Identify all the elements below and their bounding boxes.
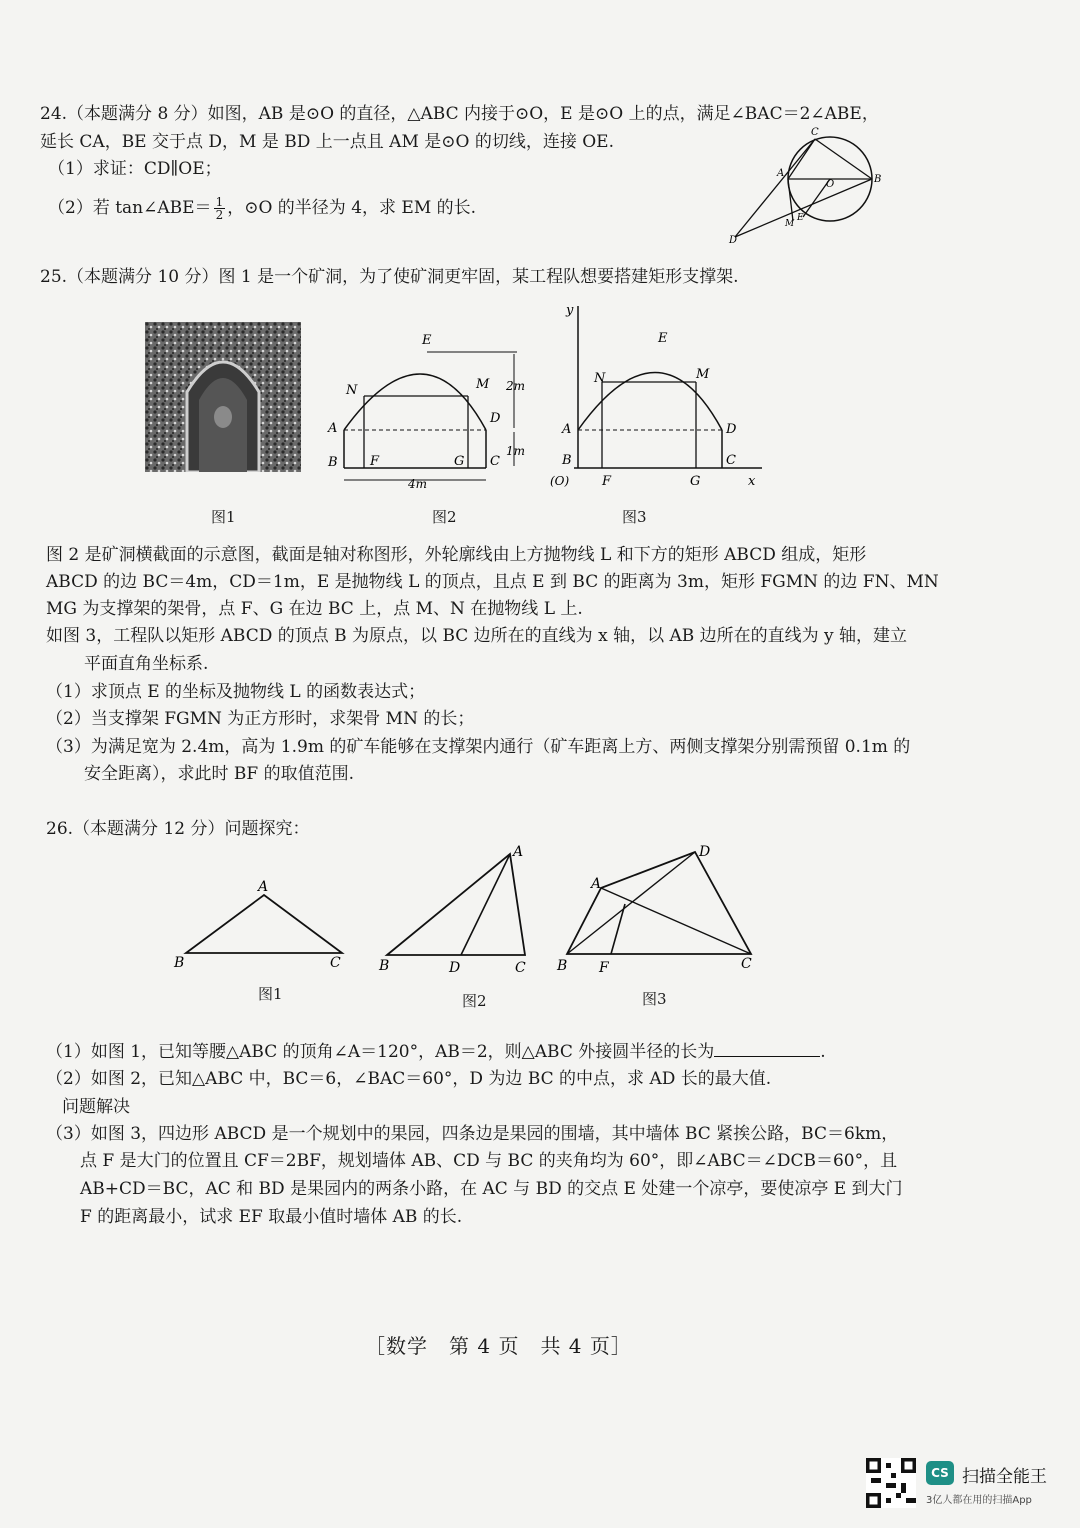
q25-sub-3a: （3）为满足宽为 2.4m，高为 1.9m 的矿车能够在支撑架内通行（矿车距离上方、两侧支撑架分别需预留 0.1m 的 — [46, 737, 911, 757]
q24-part2: （2）若 tan∠ABE＝ $\frac{1}{2}$ ，⊙O 的半径为 4，求 EM 的长. — [48, 195, 477, 222]
label-O: O — [826, 179, 835, 190]
fig3-label-M: M — [696, 367, 710, 382]
fig3-label-G: G — [690, 474, 701, 489]
fig3-label-F: F — [602, 474, 612, 489]
q25-desc-1: 图 2 是矿洞横截面的示意图，截面是轴对称图形，外轮廓线由上方抛物线 L 和下方的矩形 ABCD 组成，矩形 — [46, 545, 867, 565]
label-M: M — [785, 219, 795, 229]
q26-part3b: 点 F 是大门的位置且 CF＝2BF，规划墙体 AB、CD 与 BC 的夹角均为 60°，即∠ABC＝∠DCB＝60°，且 — [80, 1151, 898, 1171]
page-footer: ［数学 第 4 页 共 4 页］ — [365, 1334, 632, 1358]
q25-desc-2: ABCD 的边 BC＝4m，CD＝1m，E 是抛物线 L 的顶点，且点 E 到 BC 的距离为 3m，矩形 FGMN 的边 FN、MN — [46, 572, 939, 592]
cs-logo-icon: CS — [926, 1461, 954, 1485]
fig2-label-4m: 4m — [408, 477, 428, 491]
fig2-label-2m: 2m — [506, 379, 526, 393]
q24-line2: 延长 CA，BE 交于点 D，M 是 BD 上一点且 AM 是⊙O 的切线，连接 OE. — [40, 132, 614, 152]
fig3-label-C: C — [726, 453, 736, 468]
q26-part3a: （3）如图 3，四边形 ABCD 是一个规划中的果园，四条边是果园的围墙，其中墙体 BC 紧挨公路，BC＝6km， — [46, 1124, 899, 1144]
q25-desc-4: 如图 3，工程队以矩形 ABCD 的顶点 B 为原点，以 BC 边所在的直线为 x 轴，以 AB 边所在的直线为 y 轴，建立 — [46, 626, 908, 646]
q25-fig3-coordinate-diagram — [548, 300, 768, 500]
mine-cave-photo — [145, 322, 301, 472]
fig3-label-y: y — [566, 303, 574, 318]
fig2-label-1m: 1m — [506, 444, 526, 458]
q26-fig3-caption: 图3 — [642, 990, 667, 1008]
fig2-label-M: M — [476, 377, 490, 392]
q25-fig3-caption: 图3 — [622, 508, 647, 526]
q25-fig2-diagram — [322, 328, 532, 498]
q26-fig3-quadrilateral — [555, 838, 765, 978]
q25-sub-1: （1）求顶点 E 的坐标及抛物线 L 的函数表达式； — [46, 682, 426, 702]
q25-sub-2: （2）当支撑架 FGMN 为正方形时，求架骨 MN 的长； — [46, 709, 475, 729]
q26-part2: （2）如图 2，已知△ABC 中，BC＝6，∠BAC＝60°，D 为边 BC 的中点，求 AD 长的最大值. — [46, 1069, 772, 1089]
fig1-label-A: A — [258, 879, 269, 895]
fig1-label-C: C — [330, 955, 341, 971]
fig3-label-E: E — [658, 331, 668, 346]
fig2-label-D: D — [490, 411, 501, 426]
fraction: $\frac{1}{2}$ — [215, 195, 224, 222]
fig2-label-B: B — [328, 455, 338, 470]
fig2-label-N: N — [346, 383, 358, 398]
label-D: D — [729, 235, 738, 246]
label-B: B — [874, 174, 882, 185]
fig2-label-E: E — [422, 333, 432, 348]
label-C: C — [811, 127, 819, 138]
fig3-label-x: x — [748, 474, 756, 489]
q26-fig1-triangle — [170, 875, 355, 975]
fig2-label-G: G — [454, 454, 465, 469]
q26-fig2-caption: 图2 — [462, 992, 487, 1010]
q24-part1: （1）求证：CD∥OE； — [48, 159, 222, 179]
fig3-label-C: C — [741, 956, 752, 972]
q25-desc-3: MG 为支撑架的架骨，点 F、G 在边 BC 上，点 M、N 在抛物线 L 上. — [46, 599, 583, 619]
fig3-label-F: F — [599, 960, 609, 976]
q25-sub-3b: 安全距离），求此时 BF 的取值范围. — [84, 764, 354, 784]
qr-code-icon — [866, 1458, 916, 1508]
fig3-label-origin: (O) — [550, 474, 570, 488]
fig2-label-A: A — [328, 421, 338, 436]
q24-circle-figure — [725, 125, 885, 250]
fig3-label-A: A — [591, 876, 602, 892]
fig2-label-A: A — [513, 844, 524, 860]
q25-fig1-caption: 图1 — [211, 508, 236, 526]
q25-line1: 25.（本题满分 10 分）图 1 是一个矿洞，为了使矿洞更牢固，某工程队想要搭建矩形支撑架. — [40, 267, 739, 287]
q26-part1: （1）如图 1，已知等腰△ABC 的顶角∠A＝120°，AB＝2，则△ABC 外接圆半径的长为 . — [46, 1042, 826, 1062]
fig3-label-B: B — [557, 958, 568, 974]
fig2-label-F: F — [370, 454, 380, 469]
fig1-label-B: B — [174, 955, 185, 971]
q25-fig2-caption: 图2 — [432, 508, 457, 526]
fig3-label-D: D — [726, 422, 737, 437]
q26-fig1-caption: 图1 — [258, 985, 283, 1003]
fig2-label-C: C — [490, 454, 500, 469]
scanner-app-tagline: 3亿人都在用的扫描App — [926, 1495, 1032, 1506]
fig2-label-D: D — [449, 960, 461, 976]
q24-line1: 24.（本题满分 8 分）如图，AB 是⊙O 的直径，△ABC 内接于⊙O，E 是⊙O 上的点，满足∠BAC＝2∠ABE， — [40, 104, 879, 124]
q26-line1: 26.（本题满分 12 分）问题探究： — [46, 819, 310, 839]
label-E: E — [797, 213, 804, 223]
scanner-app-name: 扫描全能王 — [962, 1467, 1047, 1487]
fig3-label-N: N — [594, 371, 606, 386]
fig3-label-A: A — [562, 422, 572, 437]
answer-blank[interactable] — [714, 1040, 820, 1057]
label-A: A — [777, 168, 785, 179]
q26-part3c: AB+CD＝BC，AC 和 BD 是果园内的两条小路，在 AC 与 BD 的交点 E 处建一个凉亭，要使凉亭 E 到大门 — [80, 1179, 903, 1199]
q26-subtitle: 问题解决 — [62, 1097, 130, 1117]
fig2-label-B: B — [379, 958, 390, 974]
fig3-label-D: D — [699, 844, 711, 860]
q26-part3d: F 的距离最小，试求 EF 取最小值时墙体 AB 的长. — [80, 1207, 463, 1227]
fig2-label-C: C — [515, 960, 526, 976]
q25-desc-5: 平面直角坐标系. — [84, 654, 209, 674]
fig3-label-B: B — [562, 453, 572, 468]
q26-fig2-triangle — [375, 840, 540, 980]
